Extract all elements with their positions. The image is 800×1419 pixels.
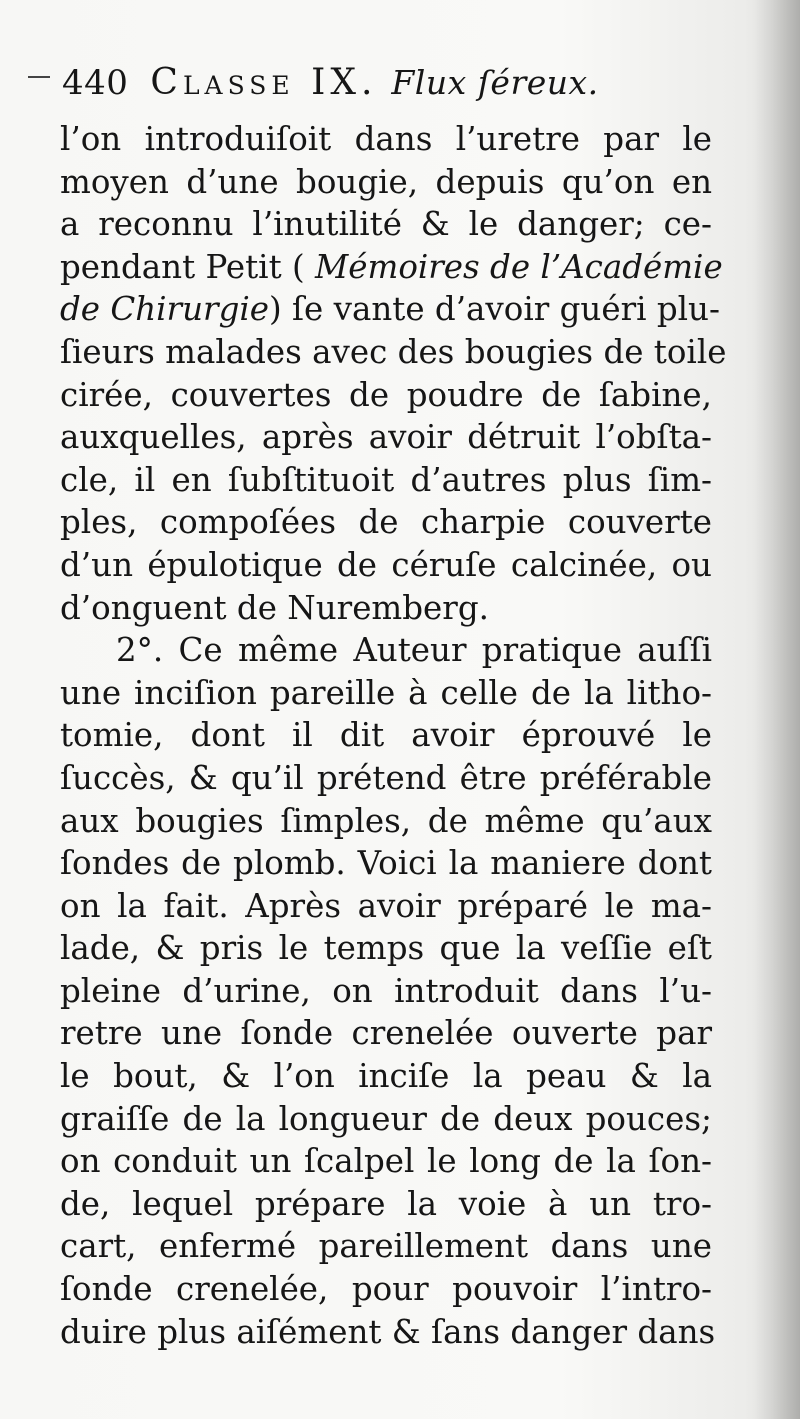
body-text: [60, 118, 727, 1353]
text-line: [60, 970, 712, 1013]
text-span: retre une ſonde crenelée ouverte par: [60, 1014, 712, 1053]
text-span: lade, & pris le temps que la veſſie eſt: [60, 929, 712, 968]
text-span: cirée, couvertes de poudre de ſabine,: [60, 375, 712, 414]
text-line: [60, 288, 720, 331]
margin-mark: [28, 76, 50, 78]
text-line: [60, 161, 712, 204]
text-line: [60, 842, 712, 885]
text-line: [60, 501, 712, 544]
text-span: d’un épulotique de céruſe calcinée, ou: [60, 545, 712, 584]
running-title: Flux ſéreux.: [391, 63, 599, 102]
text-span: cle, il en ſubſtituoit d’autres plus ſim-: [60, 460, 712, 499]
text-span: pleine d’urine, on introduit dans l’u-: [60, 971, 712, 1010]
page-number: 440: [62, 63, 129, 103]
text-line: [60, 1055, 712, 1098]
text-line: [60, 757, 712, 800]
text-span: ) ſe vante d’avoir guéri plu-: [269, 290, 720, 329]
text-line: [60, 1311, 716, 1354]
text-line: [60, 629, 712, 672]
text-span: graiſſe de la longueur de deux pouces;: [60, 1099, 712, 1138]
text-span: ſonde crenelée, pour pouvoir l’intro-: [60, 1270, 712, 1309]
text-span: auxquelles, après avoir détruit l’obſta-: [60, 418, 712, 457]
text-span: de, lequel prépare la voie à un tro-: [60, 1184, 712, 1223]
running-header: [62, 62, 702, 112]
text-span: moyen d’une bougie, depuis qu’on en: [60, 162, 712, 201]
text-line: [60, 1268, 712, 1311]
text-line: [60, 800, 712, 843]
text-line: [60, 1012, 712, 1055]
italic-citation: de Chirurgie: [60, 290, 269, 329]
text-span: ſieurs malades avec des bougies de toile: [60, 332, 727, 371]
text-span: on conduit un ſcalpel le long de la ſon-: [60, 1142, 712, 1181]
text-line: [60, 459, 712, 502]
text-line: [60, 1183, 712, 1226]
text-span: on la fait. Après avoir préparé le ma-: [60, 886, 712, 925]
text-span: l’on introduiſoit dans l’uretre par le: [60, 120, 712, 158]
text-line: [60, 544, 712, 587]
text-span: ples, compoſées de charpie couverte: [60, 503, 712, 542]
text-span: pendant Petit (: [60, 247, 315, 286]
class-title: Classe IX.: [150, 62, 378, 103]
text-span: ſondes de plomb. Voici la maniere dont: [60, 844, 712, 883]
text-line: [60, 246, 723, 289]
text-line: [60, 374, 712, 417]
text-line: [60, 118, 712, 161]
text-span: a reconnu l’inutilité & le danger; ce-: [60, 205, 712, 244]
italic-citation: Mémoires de l’Académie: [314, 247, 723, 286]
text-line: [60, 714, 712, 757]
text-span: le bout, & l’on inciſe la peau & la: [60, 1057, 712, 1096]
text-line: [60, 331, 727, 374]
text-span: cart, enfermé pareillement dans une: [60, 1227, 712, 1266]
text-line: [60, 203, 712, 246]
text-line: [60, 1225, 712, 1268]
text-line: [60, 927, 712, 970]
text-line: [60, 672, 712, 715]
text-span: d’onguent de Nuremberg.: [60, 588, 489, 627]
text-span: tomie, dont il dit avoir éprouvé le: [60, 716, 712, 755]
text-span: 2°. Ce même Auteur pratique auſſi: [116, 631, 712, 670]
text-line: [60, 1140, 712, 1183]
text-span: aux bougies ſimples, de même qu’aux: [60, 801, 712, 840]
text-line: [60, 1098, 712, 1141]
text-line: [60, 416, 712, 459]
page-edge-shadow: [754, 0, 800, 1419]
text-line: [60, 885, 712, 928]
text-line: [60, 587, 712, 630]
text-span: ſuccès, & qu’il prétend être préférable: [60, 758, 712, 797]
text-span: duire plus aiſément & ſans danger dans: [60, 1312, 716, 1351]
text-span: une inciſion pareille à celle de la litho-: [60, 673, 712, 712]
